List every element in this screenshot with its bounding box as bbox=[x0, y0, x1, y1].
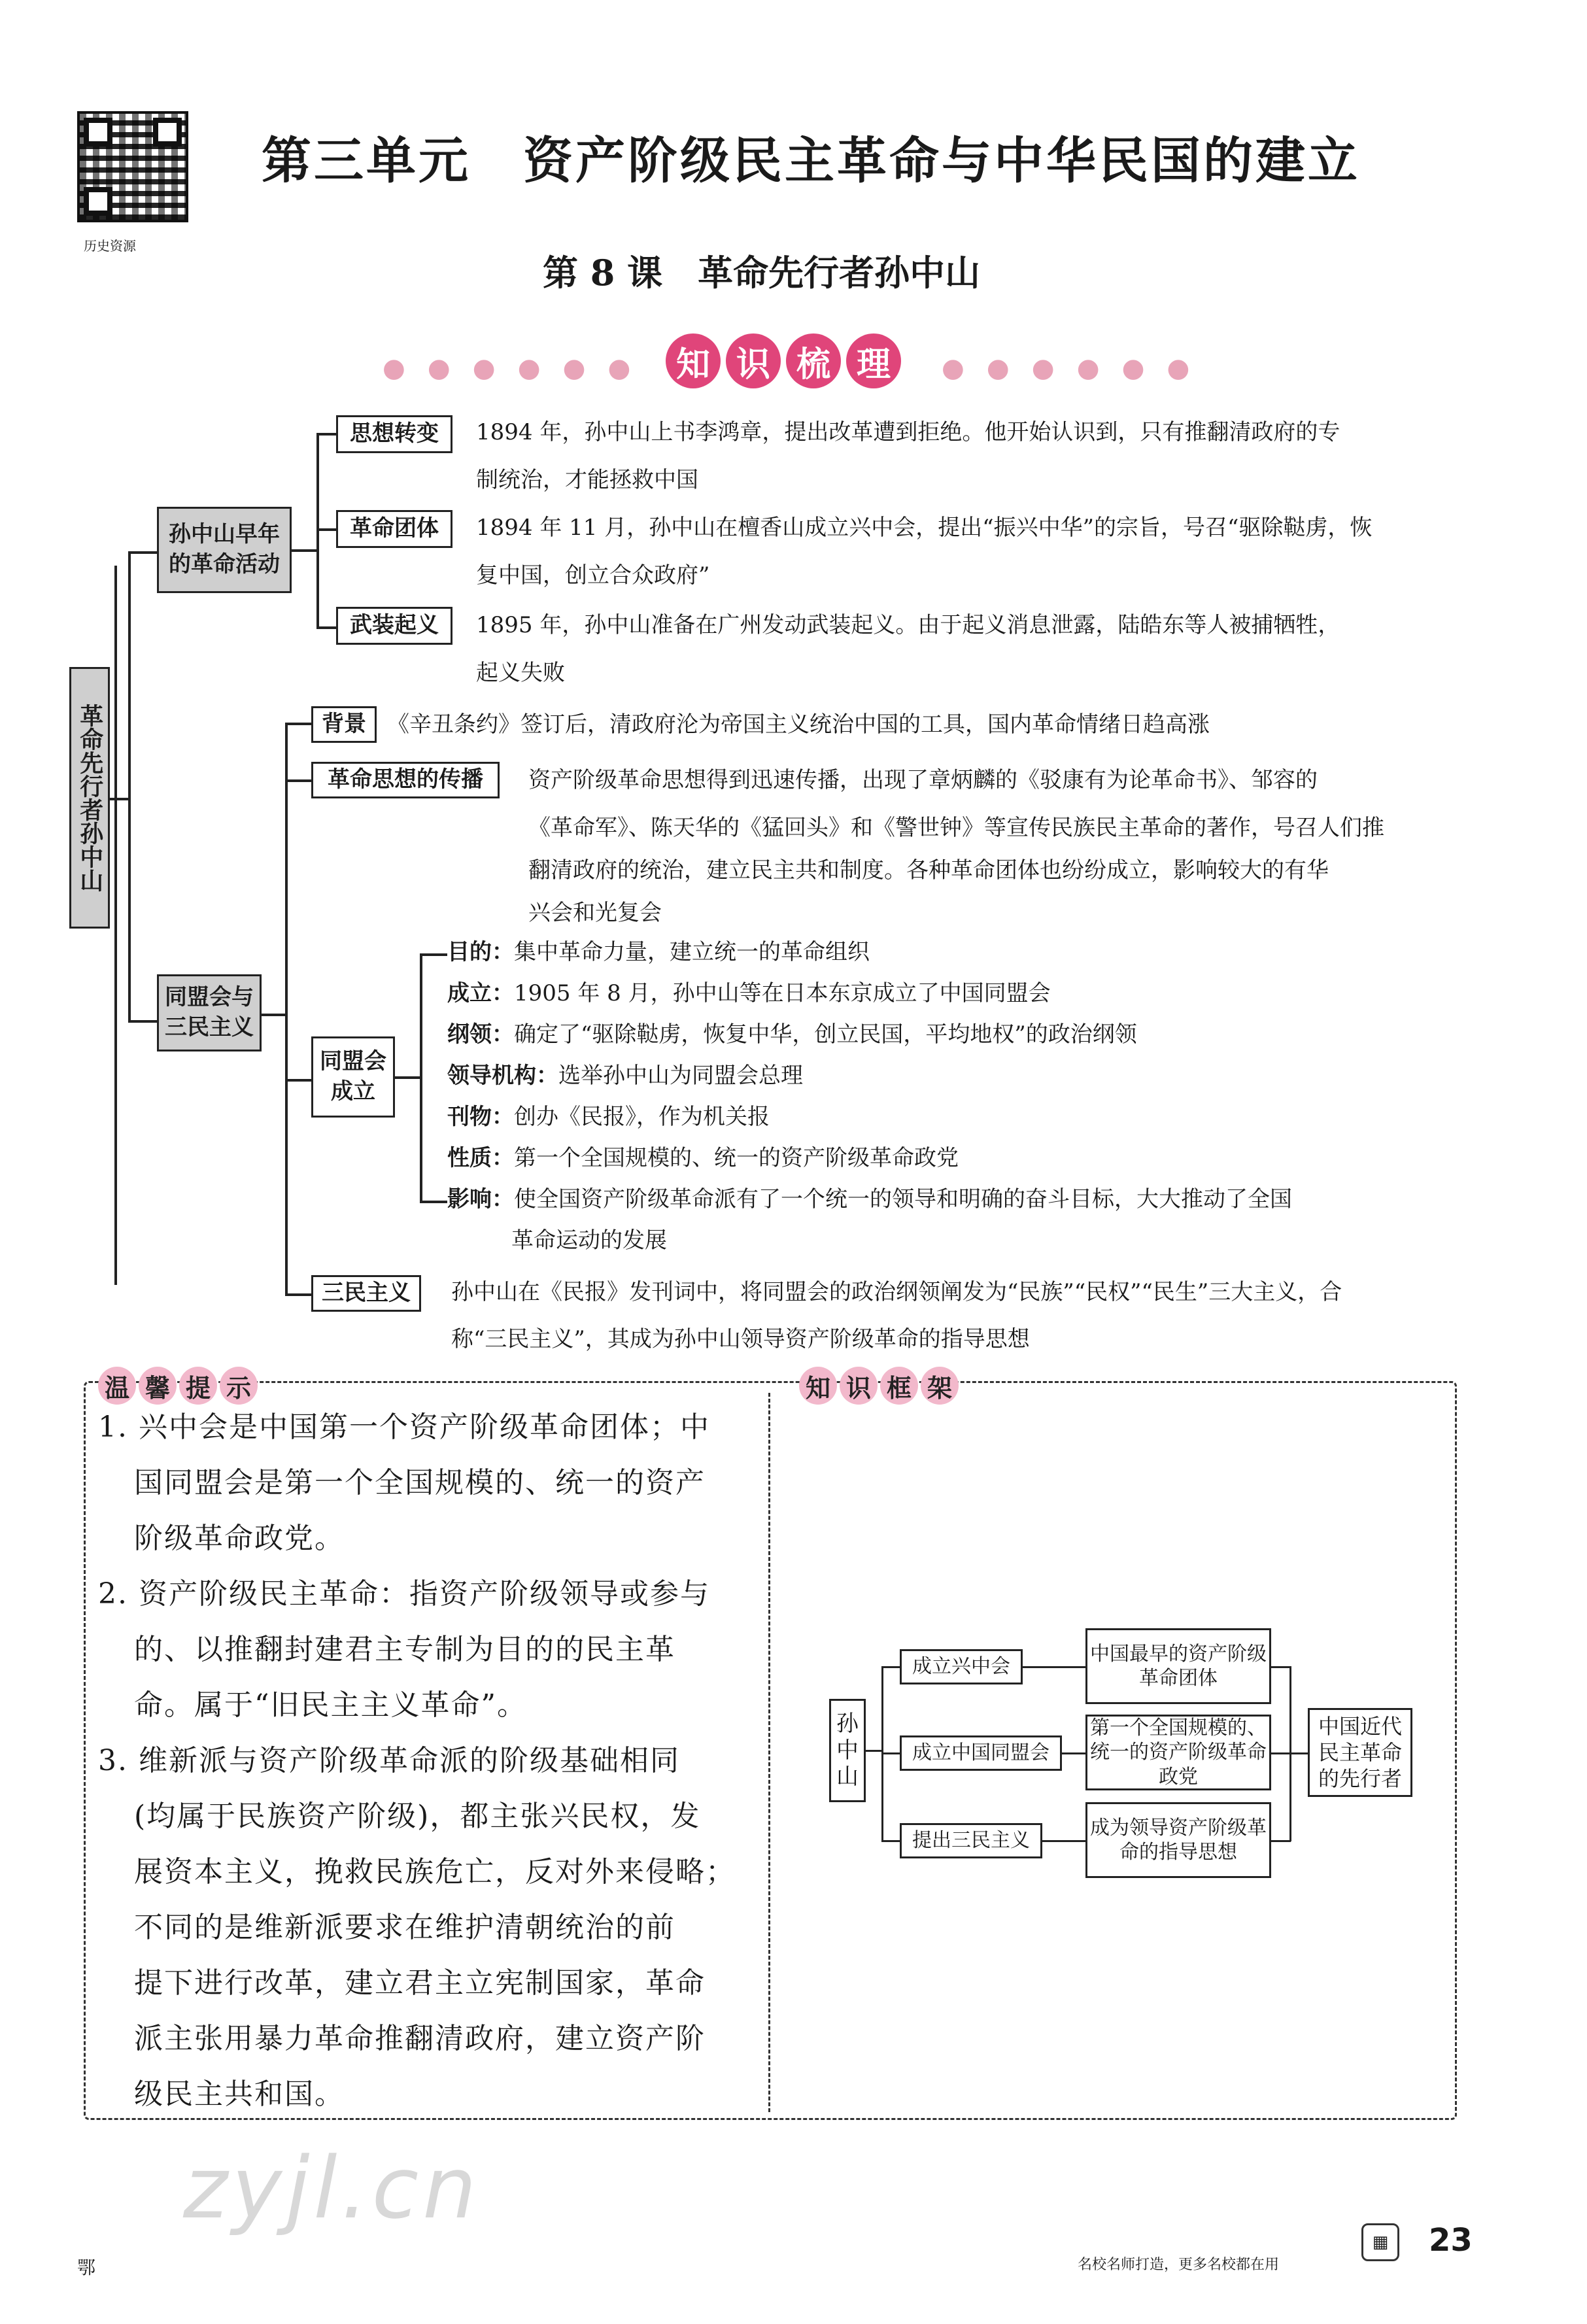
framework-result: 成为领导资产阶级革命的指导思想 bbox=[1085, 1802, 1271, 1878]
tree-connector bbox=[292, 549, 318, 552]
text-armed-uprising-2: 起义失败 bbox=[476, 660, 565, 686]
watermark: zyjl.cn bbox=[183, 2138, 481, 2238]
tree-connector bbox=[128, 1020, 157, 1023]
text-sanmin-1: 孙中山在《民报》发刊词中，将同盟会的政治纲领阐发为“民族”“民权”“民生”三大主义，合 bbox=[451, 1279, 1342, 1305]
tag-idea-spread: 革命思想的传播 bbox=[311, 762, 500, 798]
tips-title-char: 提 bbox=[179, 1367, 217, 1405]
tree-connector bbox=[262, 1014, 286, 1016]
text-idea-spread-1: 资产阶级革命思想得到迅速传播，出现了章炳麟的《驳康有为论革命书》、邹容的 bbox=[528, 767, 1318, 793]
tree-connector bbox=[420, 1201, 447, 1203]
framework-act: 成立中国同盟会 bbox=[900, 1735, 1062, 1771]
framework-conclusion: 中国近代民主革命的先行者 bbox=[1308, 1708, 1412, 1797]
league-item-text: 1905 年 8 月，孙中山等在日本东京成立了中国同盟会 bbox=[514, 980, 1051, 1006]
tip-line: 2. 资产阶级民主革命：指资产阶级领导或参与 bbox=[98, 1577, 710, 1611]
tree-connector bbox=[395, 1076, 421, 1079]
tip-line: 国同盟会是第一个全国规模的、统一的资产 bbox=[134, 1466, 706, 1499]
framework-title-char: 知 bbox=[799, 1367, 837, 1405]
league-item-text: 创办《民报》，作为机关报 bbox=[514, 1104, 770, 1130]
section-title-char: 知 bbox=[666, 333, 721, 388]
tag-revolution-group: 革命团体 bbox=[336, 510, 452, 548]
tree-root-line-stub bbox=[114, 566, 117, 1285]
framework-title-char: 识 bbox=[840, 1367, 878, 1405]
panel-divider bbox=[768, 1393, 770, 2112]
framework-arrow bbox=[1042, 1840, 1085, 1842]
framework-result: 中国最早的资产阶级革命团体 bbox=[1085, 1628, 1271, 1704]
tip-line: 阶级革命政党。 bbox=[134, 1522, 345, 1555]
tag-sanmin: 三民主义 bbox=[311, 1275, 421, 1312]
text-idea-spread-4: 兴会和光复会 bbox=[528, 900, 662, 926]
decor-dots-left: ●●●●●● bbox=[383, 353, 653, 383]
tree-connector bbox=[110, 798, 129, 800]
framework-connector bbox=[881, 1840, 900, 1842]
footer-left-mark: 鄂 bbox=[77, 2257, 96, 2278]
league-item-text: 确定了“驱除鞑虏，恢复中华，创立民国，平均地权”的政治纲领 bbox=[514, 1021, 1137, 1048]
footer-slogan: 名校名师打造，更多名校都在用 bbox=[1078, 2257, 1280, 2273]
tree-connector bbox=[285, 779, 311, 782]
framework-title-char: 架 bbox=[921, 1367, 959, 1405]
tips-title-char: 馨 bbox=[139, 1367, 177, 1405]
text-thought-change-1: 1894 年，孙中山上书李鸿章，提出改革遭到拒绝。他开始认识到，只有推翻清政府的专 bbox=[476, 419, 1340, 445]
tree-connector bbox=[285, 723, 288, 1295]
framework-connector bbox=[1271, 1840, 1291, 1842]
tree-connector bbox=[316, 433, 336, 436]
tree-connector bbox=[316, 626, 336, 629]
tag-league-founding: 同盟会成立 bbox=[311, 1036, 395, 1118]
text-armed-uprising-1: 1895 年，孙中山准备在广州发动武装起义。由于起义消息泄露，陆皓东等人被捕牺牲， bbox=[476, 612, 1340, 638]
framework-arrow bbox=[1023, 1666, 1085, 1668]
framework-connector bbox=[1289, 1666, 1291, 1841]
tree-connector bbox=[285, 1293, 311, 1296]
tip-line: 的、以推翻封建君主专制为目的的民主革 bbox=[134, 1633, 675, 1666]
tag-thought-change: 思想转变 bbox=[336, 415, 452, 453]
framework-act: 成立兴中会 bbox=[900, 1649, 1023, 1684]
branch-league-sanmin: 同盟会与三民主义 bbox=[157, 974, 262, 1051]
tag-background: 背景 bbox=[311, 706, 377, 743]
publisher-logo-icon: ▦ bbox=[1361, 2223, 1399, 2261]
tree-root-label: 革命先行者孙中山 bbox=[69, 667, 110, 929]
framework-title bbox=[799, 1367, 959, 1405]
framework-result: 第一个全国规模的、统一的资产阶级革命政党 bbox=[1085, 1715, 1271, 1790]
league-item-label: 目的： bbox=[447, 939, 514, 965]
text-idea-spread-2: 《革命军》、陈天华的《猛回头》和《警世钟》等宣传民族民主革命的著作，号召人们推 bbox=[528, 815, 1384, 841]
tip-line: 派主张用暴力革命推翻清政府，建立资产阶 bbox=[134, 2022, 706, 2055]
league-item-text: 第一个全国规模的、统一的资产阶级革命政党 bbox=[514, 1145, 959, 1171]
tree-connector bbox=[420, 953, 447, 956]
league-item-label: 领导机构： bbox=[447, 1063, 558, 1089]
league-item-influence-cont: 革命运动的发展 bbox=[511, 1227, 667, 1254]
framework-connector bbox=[881, 1666, 900, 1668]
league-item-label: 性质： bbox=[447, 1145, 514, 1171]
page-number: 23 bbox=[1429, 2222, 1473, 2259]
section-title-knowledge bbox=[666, 333, 901, 388]
tree-connector bbox=[420, 953, 422, 1202]
framework-connector bbox=[866, 1750, 883, 1752]
framework-title-char: 框 bbox=[880, 1367, 918, 1405]
tip-line: 1. 兴中会是中国第一个资产阶级革命团体；中 bbox=[98, 1410, 710, 1444]
tree-connector bbox=[128, 551, 131, 1022]
league-item-label: 成立： bbox=[447, 980, 514, 1006]
section-title-char: 理 bbox=[846, 333, 901, 388]
section-title-char: 识 bbox=[726, 333, 781, 388]
tip-line: 提下进行改革，建立君主立宪制国家，革命 bbox=[134, 1966, 706, 2000]
tips-title-char: 温 bbox=[98, 1367, 136, 1405]
tips-title-char: 示 bbox=[220, 1367, 258, 1405]
text-background: 《辛丑条约》签订后，清政府沦为帝国主义统治中国的工具，国内革命情绪日趋高涨 bbox=[387, 711, 1210, 738]
tree-connector bbox=[316, 528, 336, 531]
text-revolution-group-2: 复中国，创立合众政府” bbox=[476, 562, 710, 589]
framework-act: 提出三民主义 bbox=[900, 1823, 1042, 1858]
qr-label: 历史资源 bbox=[84, 238, 136, 254]
lesson-title: 第 8 课 革命先行者孙中山 bbox=[543, 252, 981, 294]
text-revolution-group-1: 1894 年 11 月，孙中山在檀香山成立兴中会，提出“振兴中华”的宗旨，号召“驱除鞑虏，恢 bbox=[476, 515, 1373, 541]
qr-code bbox=[77, 111, 188, 222]
league-item-text: 使全国资产阶级革命派有了一个统一的领导和明确的奋斗目标，大大推动了全国 bbox=[514, 1186, 1292, 1212]
tree-connector bbox=[285, 723, 311, 725]
branch-early-activities: 孙中山早年的革命活动 bbox=[157, 507, 292, 593]
text-thought-change-2: 制统治，才能拯救中国 bbox=[476, 467, 698, 493]
tree-connector bbox=[128, 551, 157, 554]
tip-line: 命。属于“旧民主主义革命”。 bbox=[134, 1688, 527, 1722]
framework-arrow bbox=[1062, 1752, 1085, 1754]
framework-connector bbox=[1271, 1666, 1291, 1668]
tip-line: 展资本主义，挽救民族危亡，反对外来侵略； bbox=[134, 1855, 736, 1888]
tip-line: (均属于民族资产阶级)，都主张兴民权，发 bbox=[134, 1800, 701, 1833]
league-item-text: 选举孙中山为同盟会总理 bbox=[558, 1063, 803, 1089]
tip-line: 级民主共和国。 bbox=[134, 2077, 345, 2111]
tip-line: 不同的是维新派要求在维护清朝统治的前 bbox=[134, 1911, 675, 1944]
league-item-text: 集中革命力量，建立统一的革命组织 bbox=[514, 939, 870, 965]
text-sanmin-2: 称“三民主义”，其成为孙中山领导资产阶级革命的指导思想 bbox=[451, 1326, 1030, 1352]
tip-line: 3. 维新派与资产阶级革命派的阶级基础相同 bbox=[98, 1744, 680, 1777]
decor-dots-right: ●●●●●● bbox=[942, 353, 1212, 383]
section-title-char: 梳 bbox=[786, 333, 841, 388]
framework-root: 孙中山 bbox=[829, 1699, 866, 1802]
tag-armed-uprising: 武装起义 bbox=[336, 607, 452, 645]
league-item-label: 刊物： bbox=[447, 1104, 514, 1130]
unit-title: 第三单元 资产阶级民主革命与中华民国的建立 bbox=[262, 131, 1360, 190]
league-item-label: 纲领： bbox=[447, 1021, 514, 1048]
text-idea-spread-3: 翻清政府的统治，建立民主共和制度。各种革命团体也纷纷成立，影响较大的有华 bbox=[528, 857, 1329, 883]
league-item-label: 影响： bbox=[447, 1186, 514, 1212]
framework-connector bbox=[881, 1752, 900, 1754]
tree-connector bbox=[316, 433, 319, 629]
tree-connector bbox=[285, 1079, 311, 1082]
